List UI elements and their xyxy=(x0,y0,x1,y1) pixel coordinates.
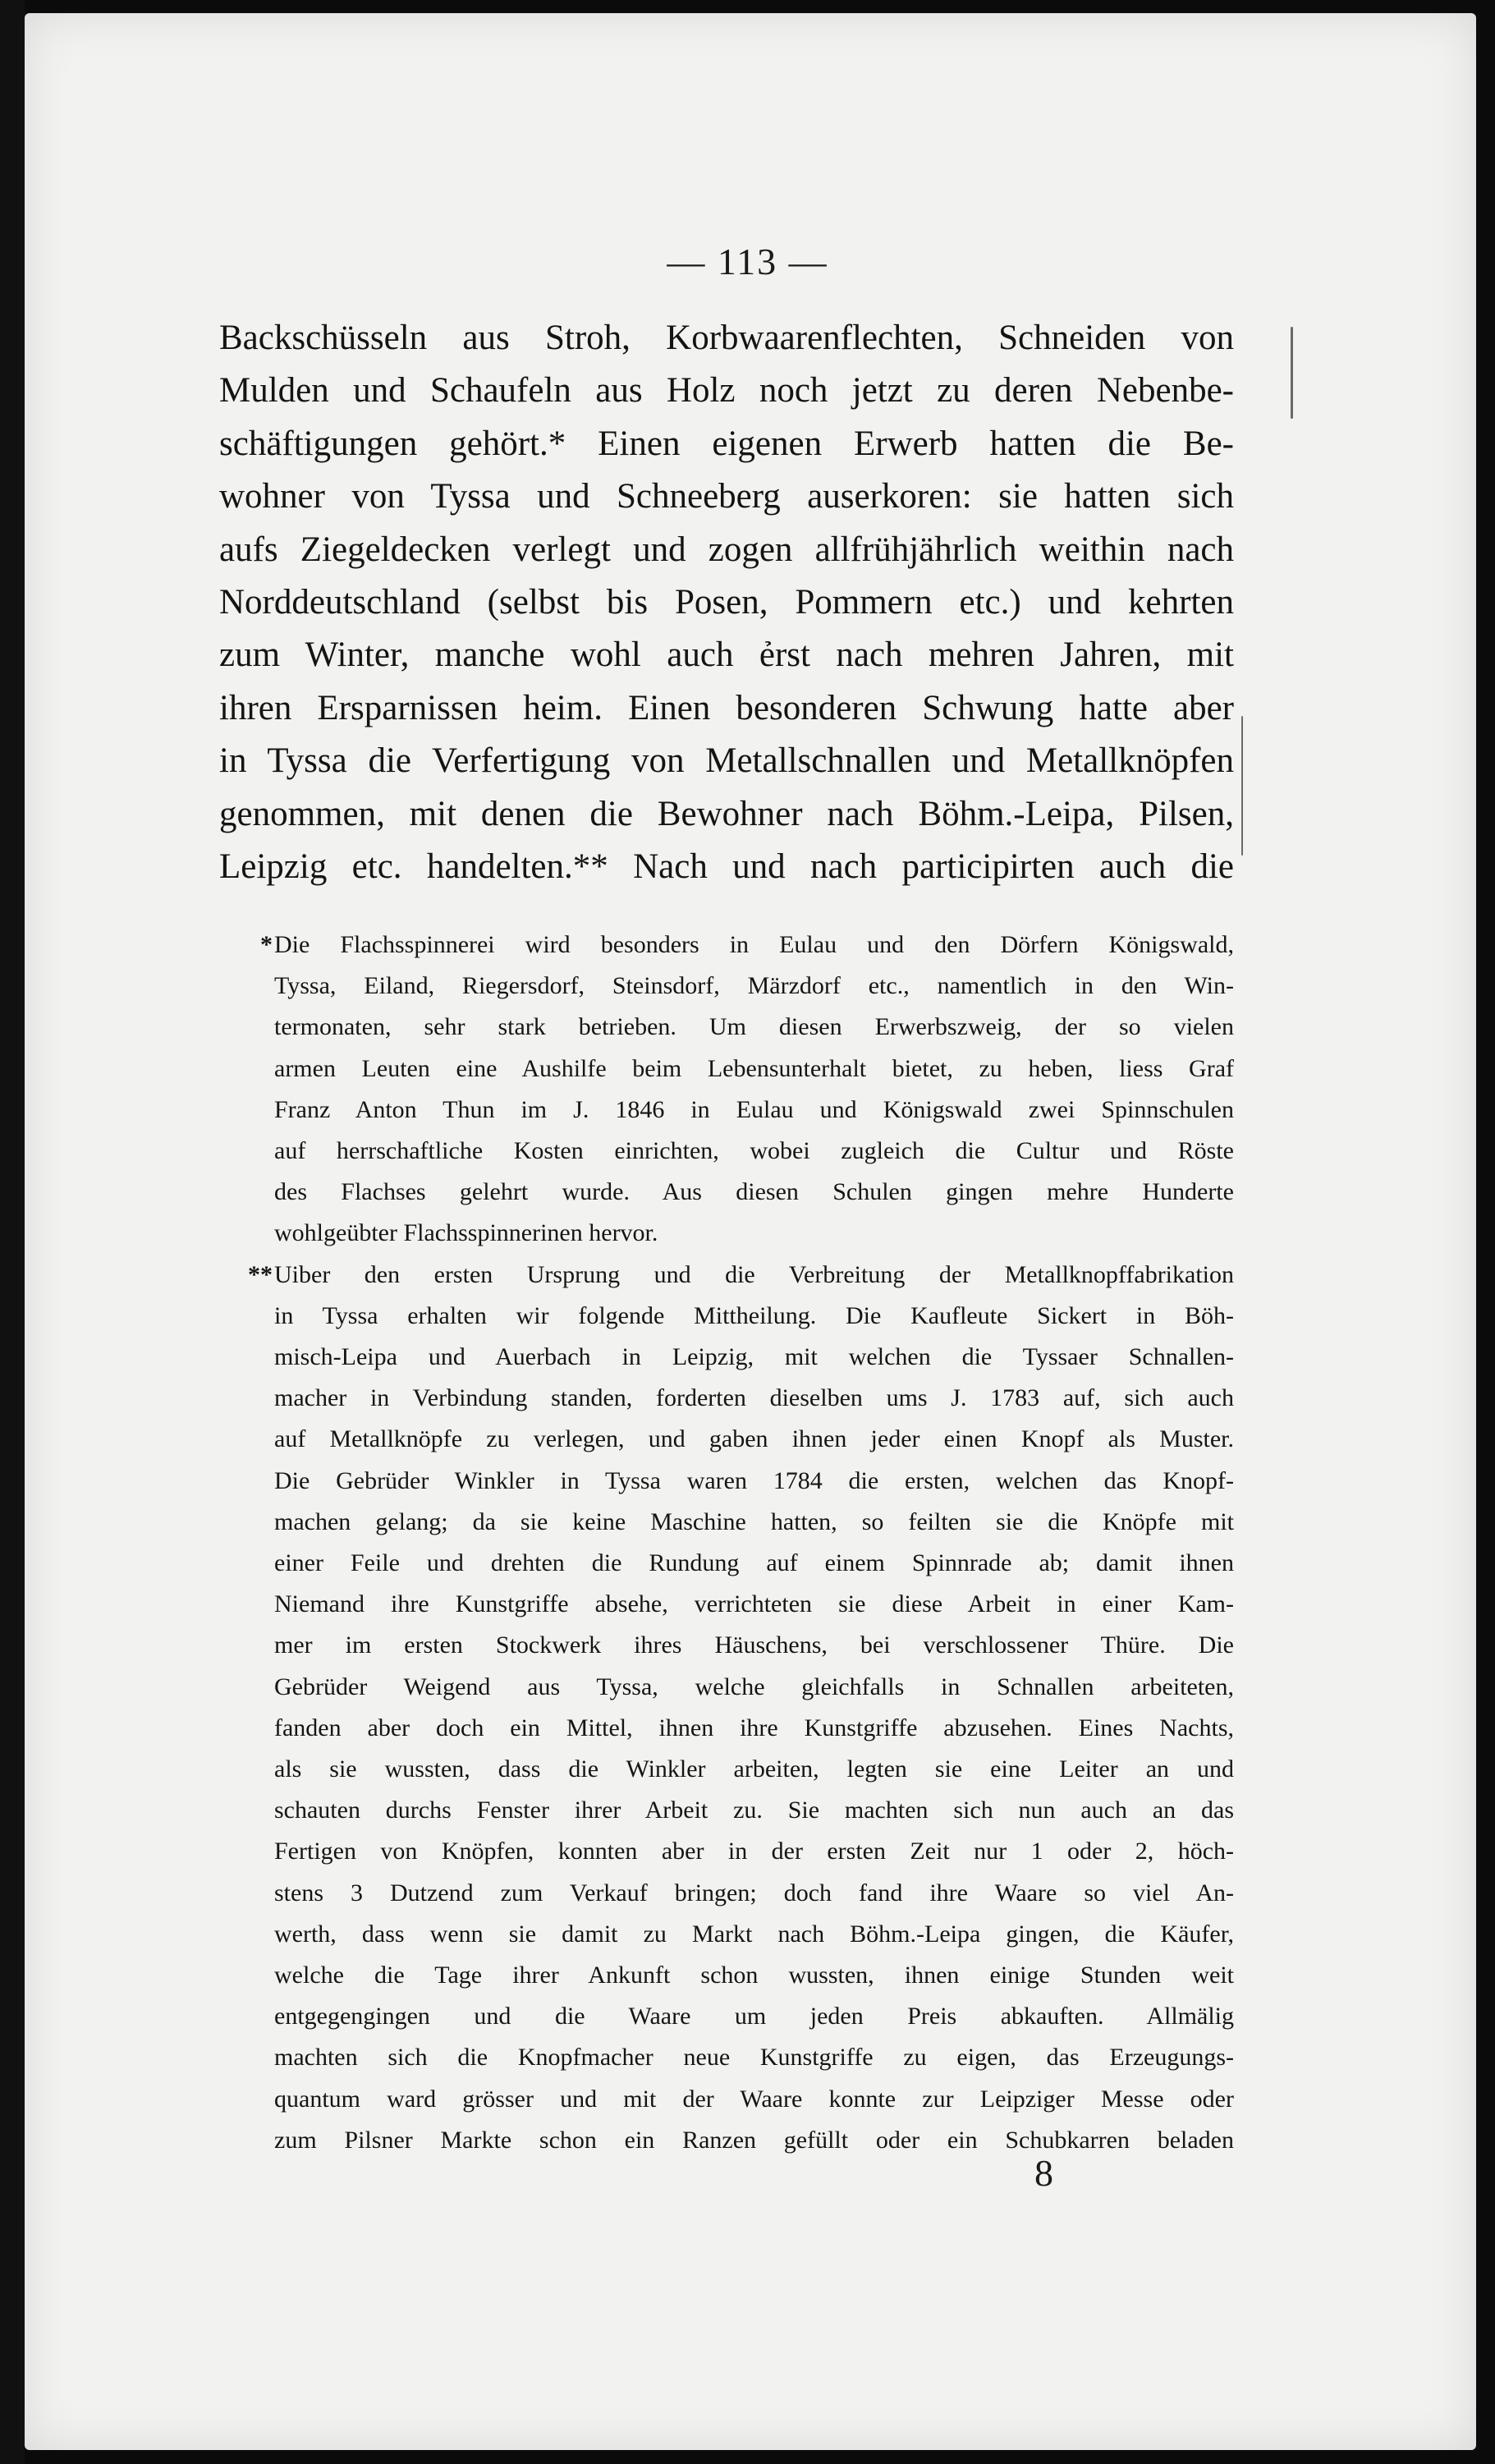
footnote-1 xyxy=(222,925,1234,1255)
text-line: Mulden und Schaufeln aus Holz noch jetzt zu deren Nebenbe- xyxy=(219,371,1234,411)
text-line: aufs Ziegeldecken verlegt und zogen allfrühjährlich weithin nach xyxy=(219,530,1234,569)
text-line: wohner von Tyssa und Schneeberg auserkoren: sie hatten sich xyxy=(219,477,1234,516)
footnote-marker: * xyxy=(260,931,273,958)
main-text-block xyxy=(219,312,1234,893)
footnote-line: auf herrschaftliche Kosten einrichten, wobei zugleich die Cultur und Röste xyxy=(274,1137,1234,1165)
footnote-line: einer Feile und drehten die Rundung auf einem Spinnrade ab; damit ihnen xyxy=(274,1549,1234,1577)
margin-pencil-mark xyxy=(1291,327,1293,419)
footnote-line: macher in Verbindung standen, forderten dieselben ums J. 1783 auf, sich auch xyxy=(274,1384,1234,1412)
footnote-line: machen gelang; da sie keine Maschine hatten, so feilten sie die Knöpfe mit xyxy=(274,1507,1234,1535)
footnotes xyxy=(222,925,1234,2161)
text-line: Norddeutschland (selbst bis Posen, Pommern etc.) und kehrten xyxy=(219,583,1234,622)
footnote-line: welche die Tage ihrer Ankunft schon wussten, ihnen einige Stunden weit xyxy=(274,1962,1234,1989)
footnote-line: Tyssa, Eiland, Riegersdorf, Steinsdorf, Märzdorf etc., namentlich in den Win- xyxy=(274,972,1234,1000)
footnote-line: zum Pilsner Markte schon ein Ranzen gefüllt oder ein Schubkarren beladen xyxy=(274,2126,1234,2154)
footnote-line: entgegengingen und die Waare um jeden Preis abkauften. Allmälig xyxy=(274,2003,1234,2030)
page-number: — 113 — xyxy=(667,241,828,282)
footnote-line: misch-Leipa und Auerbach in Leipzig, mit welchen die Tyssaer Schnallen- xyxy=(274,1343,1234,1371)
footnote-line: Uiber den ersten Ursprung und die Verbreitung der Metallknopffabrikation xyxy=(274,1260,1234,1288)
footnote-line: Die Gebrüder Winkler in Tyssa waren 1784 die ersten, welchen das Knopf- xyxy=(274,1466,1234,1494)
footnote-line: Niemand ihre Kunstgriffe absehe, verrichteten sie diese Arbeit in einer Kam- xyxy=(274,1590,1234,1618)
text-line: Leipzig etc. handelten.** Nach und nach participirten auch die xyxy=(219,847,1234,887)
margin-pencil-mark xyxy=(1241,716,1243,856)
footnote-line: Fertigen von Knöpfen, konnten aber in der ersten Zeit nur 1 oder 2, höch- xyxy=(274,1838,1234,1865)
text-line: in Tyssa die Verfertigung von Metallschnallen und Metallknöpfen xyxy=(219,741,1234,781)
footnote-line: schauten durchs Fenster ihrer Arbeit zu. Sie machten sich nun auch an das xyxy=(274,1796,1234,1824)
footnote-line: machten sich die Knopfmacher neue Kunstgriffe zu eigen, das Erzeugungs- xyxy=(274,2044,1234,2072)
text-line: genommen, mit denen die Bewohner nach Böhm.-Leipa, Pilsen, xyxy=(219,794,1234,833)
footnote-line: Franz Anton Thun im J. 1846 in Eulau und Königswald zwei Spinnschulen xyxy=(274,1095,1234,1123)
footnote-line: als sie wussten, dass die Winkler arbeiten, legten sie eine Leiter an und xyxy=(274,1755,1234,1783)
text-line: ihren Ersparnissen heim. Einen besonderen Schwung hatte aber xyxy=(219,688,1234,727)
text-line: schäftigungen gehört.* Einen eigenen Erwerb hatten die Be- xyxy=(219,424,1234,463)
printer-signature: 8 xyxy=(1034,2152,1053,2194)
footnote-line: stens 3 Dutzend zum Verkauf bringen; doch fand ihre Waare so viel An- xyxy=(274,1879,1234,1907)
footnote-line: in Tyssa erhalten wir folgende Mittheilung. Die Kaufleute Sickert in Böh- xyxy=(274,1301,1234,1329)
footnote-2 xyxy=(222,1255,1234,2161)
footnote-line: fanden aber doch ein Mittel, ihnen ihre Kunstgriffe abzusehen. Eines Nachts, xyxy=(274,1714,1234,1741)
footnote-line: wohlgeübter Flachsspinnerinen hervor. xyxy=(274,1219,658,1247)
footnote-line: termonaten, sehr stark betrieben. Um diesen Erwerbszweig, der so vielen xyxy=(274,1013,1234,1041)
text-line: zum Winter, manche wohl auch ẻrst nach mehren Jahren, mit xyxy=(219,636,1234,675)
footnote-marker: ** xyxy=(248,1260,273,1288)
footnote-line: auf Metallknöpfe zu verlegen, und gaben ihnen jeder einen Knopf als Muster. xyxy=(274,1425,1234,1453)
footnote-line: Gebrüder Weigend aus Tyssa, welche gleichfalls in Schnallen arbeiteten, xyxy=(274,1672,1234,1700)
footnote-line: werth, dass wenn sie damit zu Markt nach Böhm.-Leipa gingen, die Käufer, xyxy=(274,1920,1234,1948)
scan-border xyxy=(0,0,25,2464)
footnote-line: quantum ward grösser und mit der Waare konnte zur Leipziger Messe oder xyxy=(274,2085,1234,2113)
footnote-line: mer im ersten Stockwerk ihres Häuschens, bei verschlossener Thüre. Die xyxy=(274,1631,1234,1659)
footnote-line: des Flachses gelehrt wurde. Aus diesen Schulen gingen mehre Hunderte xyxy=(274,1178,1234,1206)
footnote-line: Die Flachsspinnerei wird besonders in Eulau und den Dörfern Königswald, xyxy=(274,931,1234,958)
text-line: Backschüsseln aus Stroh, Korbwaarenflechten, Schneiden von xyxy=(219,319,1234,357)
footnote-line: armen Leuten eine Aushilfe beim Lebensunterhalt bietet, zu heben, liess Graf xyxy=(274,1054,1234,1082)
